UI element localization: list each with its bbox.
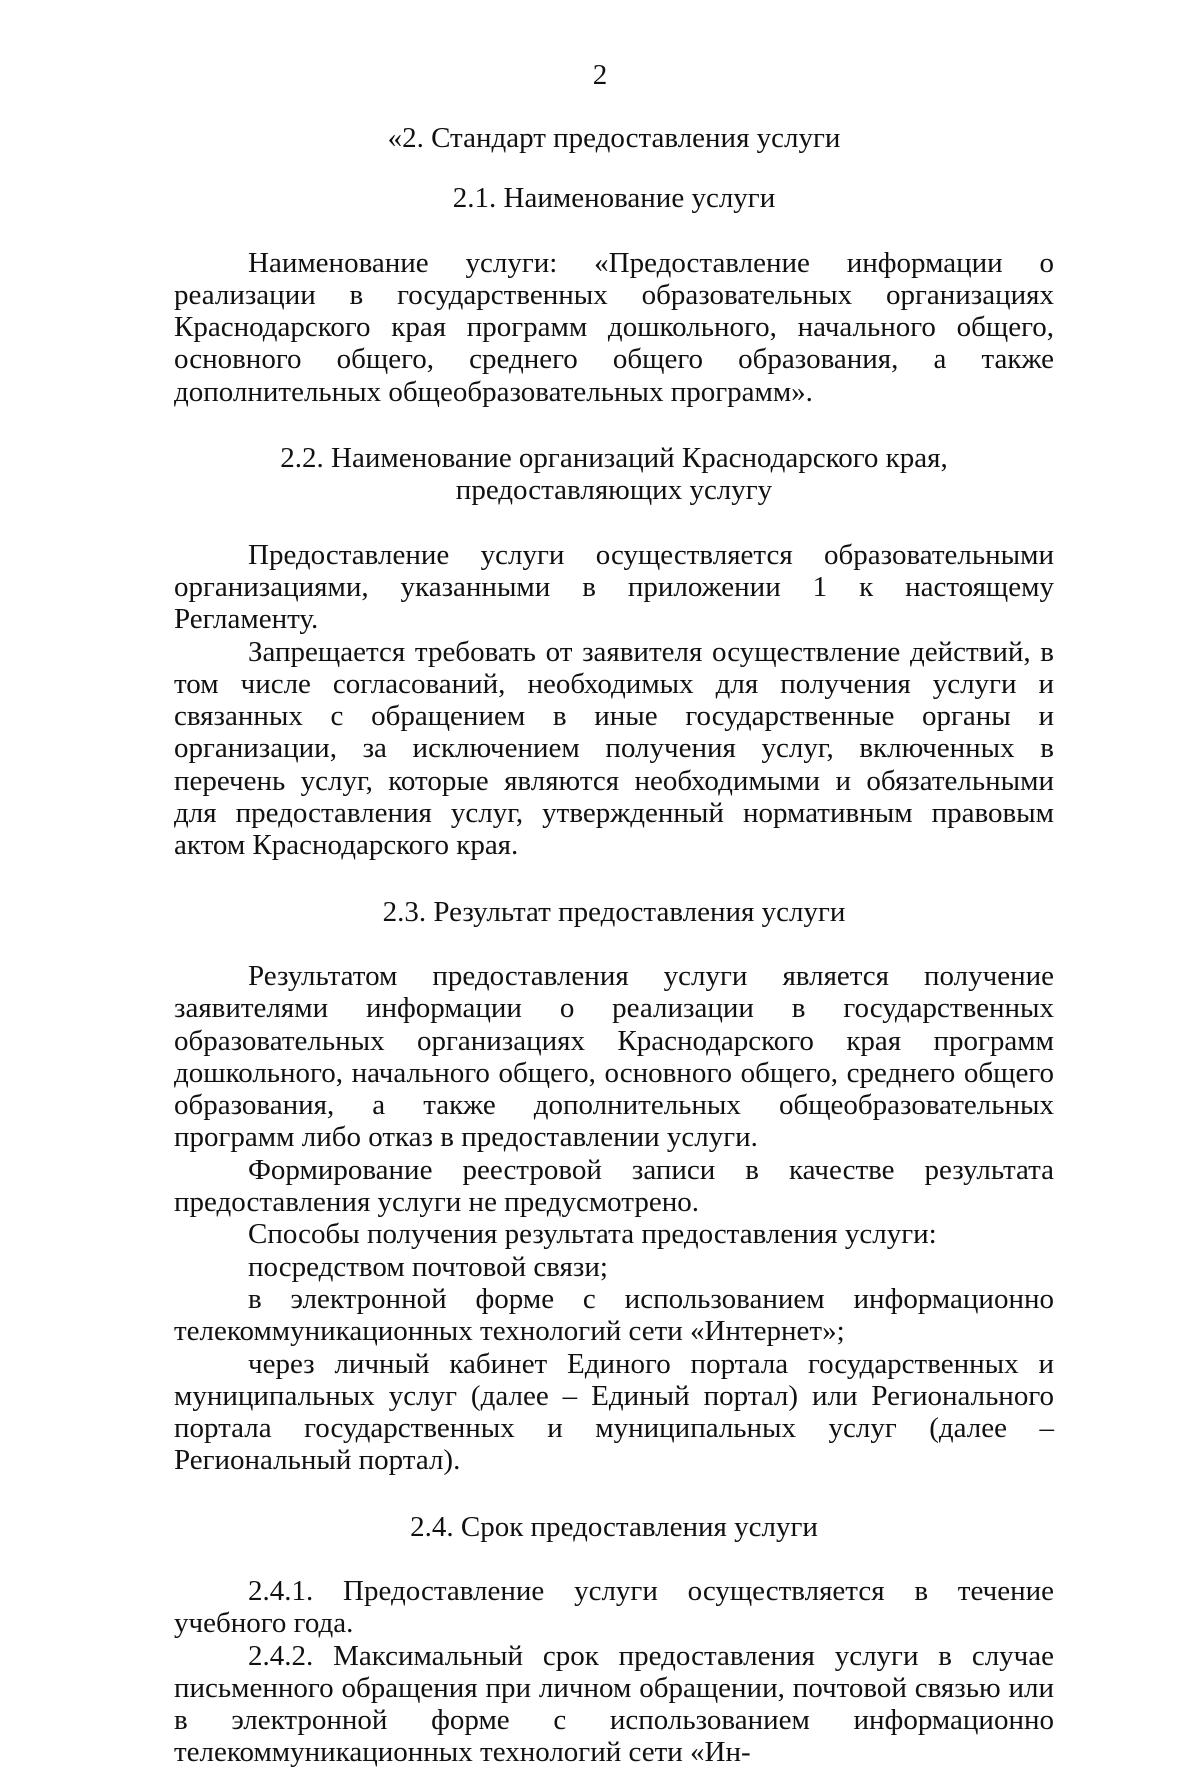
paragraph: 2.4.1. Предоставление услуги осуществляется в течение учебного года. xyxy=(174,1574,1054,1640)
paragraph: Предоставление услуги осуществляется образовательными организациями, указанными в приложении 1 к настоящему Регламенту. xyxy=(174,538,1054,636)
paragraph: 2.4.2. Максимальный срок предоставления услуги в случае письменного обращения при личном обращении, почтовой связью или в электронной форме с использованием информационно телекоммуникационных технологий сети «Ин- xyxy=(174,1639,1054,1769)
main-heading: «2. Стандарт предоставления услуги xyxy=(387,122,841,154)
document-body xyxy=(174,122,1054,1769)
paragraph: в электронной форме с использованием информационно телекоммуникационных технологий сети «Интернет»; xyxy=(174,1282,1054,1348)
paragraph: Формирование реестровой записи в качестве результата предоставления услуги не предусмотрено. xyxy=(174,1153,1054,1219)
paragraph: Результатом предоставления услуги является получение заявителями информации о реализации в государственных образовательных организациях Краснодарского края программ дошкольного, начального общего, основного общего, среднего общего образования, а также дополнительных общеобразовательных программ либо отказ в предоставлении услуги. xyxy=(174,959,1054,1154)
paragraph: Наименование услуги: «Предоставление информации о реализации в государственных образовательных организациях Краснодарского края программ дошкольного, начального общего, основного общего, среднего общего образования, а также дополнительных общеобразовательных программ». xyxy=(174,246,1054,408)
section-heading-2-4: 2.4. Срок предоставления услуги xyxy=(410,1510,818,1543)
section-heading-2-2 xyxy=(174,442,1054,507)
section-heading-2-2-line-2: предоставляющих услугу xyxy=(455,474,773,507)
paragraph: Способы получения результата предоставления услуги: xyxy=(248,1218,937,1251)
section-body-2-4 xyxy=(174,1575,1054,1769)
section-body-2-1 xyxy=(174,247,1054,408)
paragraph: посредством почтовой связи; xyxy=(248,1250,608,1283)
paragraph: через личный кабинет Единого портала государственных и муниципальных услуг (далее – Единый портал) или Регионального портала государственных и муниципальных услуг (далее – Региональный портал). xyxy=(174,1347,1054,1477)
section-body-2-3 xyxy=(174,960,1054,1477)
section-heading-2-1: 2.1. Наименование услуги xyxy=(452,182,776,215)
paragraph: Запрещается требовать от заявителя осуществление действий, в том числе согласований, необходимых для получения услуги и связанных с обращением в иные государственные органы и организации, за исключением получения услуг, включенных в перечень услуг, которые являются необходимыми и обязательными для предоставления услуг, утвержденный нормативным правовым актом Краснодарского края. xyxy=(174,635,1054,862)
section-body-2-2 xyxy=(174,539,1054,862)
page-number: 2 xyxy=(592,59,608,91)
section-heading-2-3: 2.3. Результат предоставления услуги xyxy=(382,895,846,928)
section-heading-2-2-line-1: 2.2. Наименование организаций Краснодарского края, xyxy=(280,442,948,475)
